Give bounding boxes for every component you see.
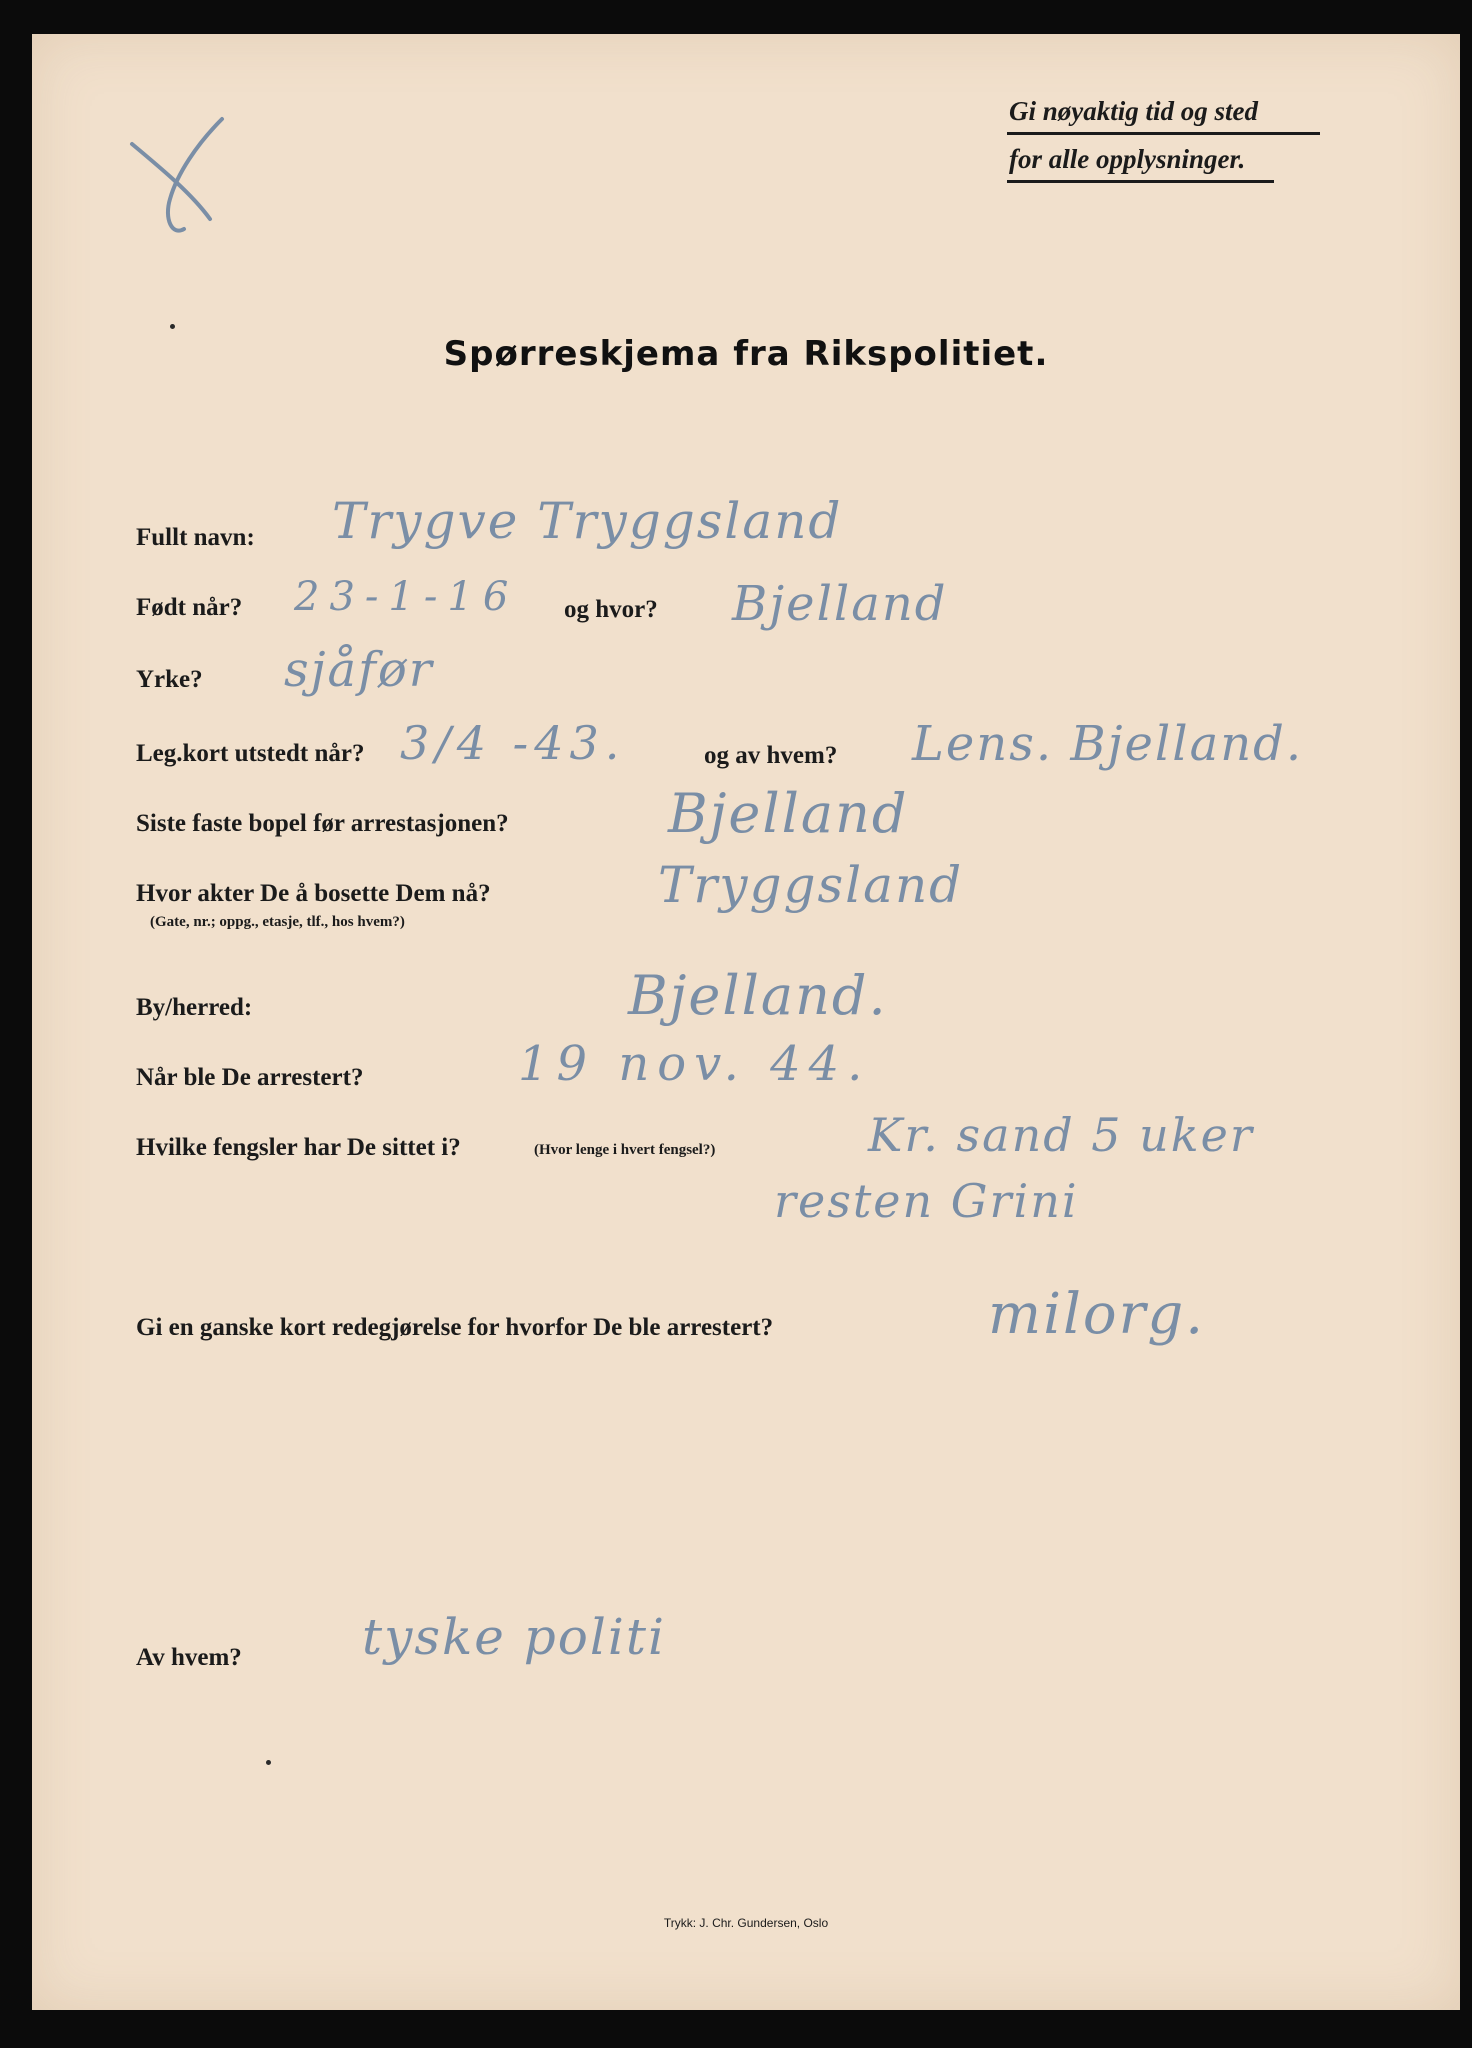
full-name-label: Fullt navn: bbox=[136, 524, 255, 551]
born-where-label: og hvor? bbox=[564, 596, 658, 623]
born-when-label: Født når? bbox=[136, 594, 243, 621]
arrested-by-label: Av hvem? bbox=[136, 1644, 242, 1671]
reason-label: Gi en ganske kort redegjørelse for hvorfor De ble arrestert? bbox=[136, 1314, 774, 1341]
id-issued-when-value: 3/4 -43. bbox=[400, 716, 626, 770]
arrested-when-value: 19 nov. 44. bbox=[518, 1036, 871, 1092]
prisons-sublabel: (Hvor lenge i hvert fengsel?) bbox=[534, 1142, 716, 1158]
occupation-label: Yrke? bbox=[136, 666, 203, 693]
stray-dot bbox=[170, 324, 175, 329]
settle-sublabel: (Gate, nr.; oppg., etasje, tlf., hos hvem?) bbox=[150, 914, 405, 930]
arrested-by-value: tyske politi bbox=[362, 1608, 666, 1666]
arrested-when-label: Når ble De arrestert? bbox=[136, 1064, 364, 1091]
prisons-label: Hvilke fengsler har De sittet i? bbox=[136, 1134, 461, 1161]
prisons-value-line2: resten Grini bbox=[774, 1174, 1079, 1228]
stray-dot bbox=[266, 1760, 271, 1765]
last-residence-label: Siste faste bopel før arrestasjonen? bbox=[136, 810, 509, 837]
printer-footer: Trykk: J. Chr. Gundersen, Oslo bbox=[663, 1916, 829, 1930]
x-mark-icon bbox=[102, 74, 242, 254]
occupation-value: sjåfør bbox=[284, 642, 434, 698]
full-name-value: Trygve Tryggsland bbox=[332, 492, 843, 550]
settle-label: Hvor akter De å bosette Dem nå? bbox=[136, 880, 491, 907]
born-where-value: Bjelland bbox=[732, 576, 948, 632]
settle-value: Tryggsland bbox=[658, 856, 964, 914]
form-title: Spørreskjema fra Rikspolitiet. bbox=[443, 334, 1049, 374]
id-issued-by-label: og av hvem? bbox=[704, 742, 838, 769]
header-rule-2 bbox=[1007, 180, 1274, 183]
born-when-value: 23-1-16 bbox=[294, 574, 519, 620]
last-residence-value: Bjelland bbox=[668, 782, 909, 845]
municipality-label: By/herred: bbox=[136, 994, 253, 1021]
id-issued-by-value: Lens. Bjelland. bbox=[912, 716, 1304, 772]
header-note-line2: for alle opplysninger. bbox=[1009, 144, 1246, 174]
municipality-value: Bjelland. bbox=[628, 964, 888, 1027]
reason-value: milorg. bbox=[988, 1282, 1206, 1347]
header-note-line1: Gi nøyaktig tid og sted bbox=[1009, 96, 1258, 126]
header-rule-1 bbox=[1007, 132, 1320, 135]
form-sheet bbox=[32, 34, 1460, 2010]
prisons-value-line1: Kr. sand 5 uker bbox=[868, 1108, 1254, 1162]
id-issued-when-label: Leg.kort utstedt når? bbox=[136, 740, 365, 767]
